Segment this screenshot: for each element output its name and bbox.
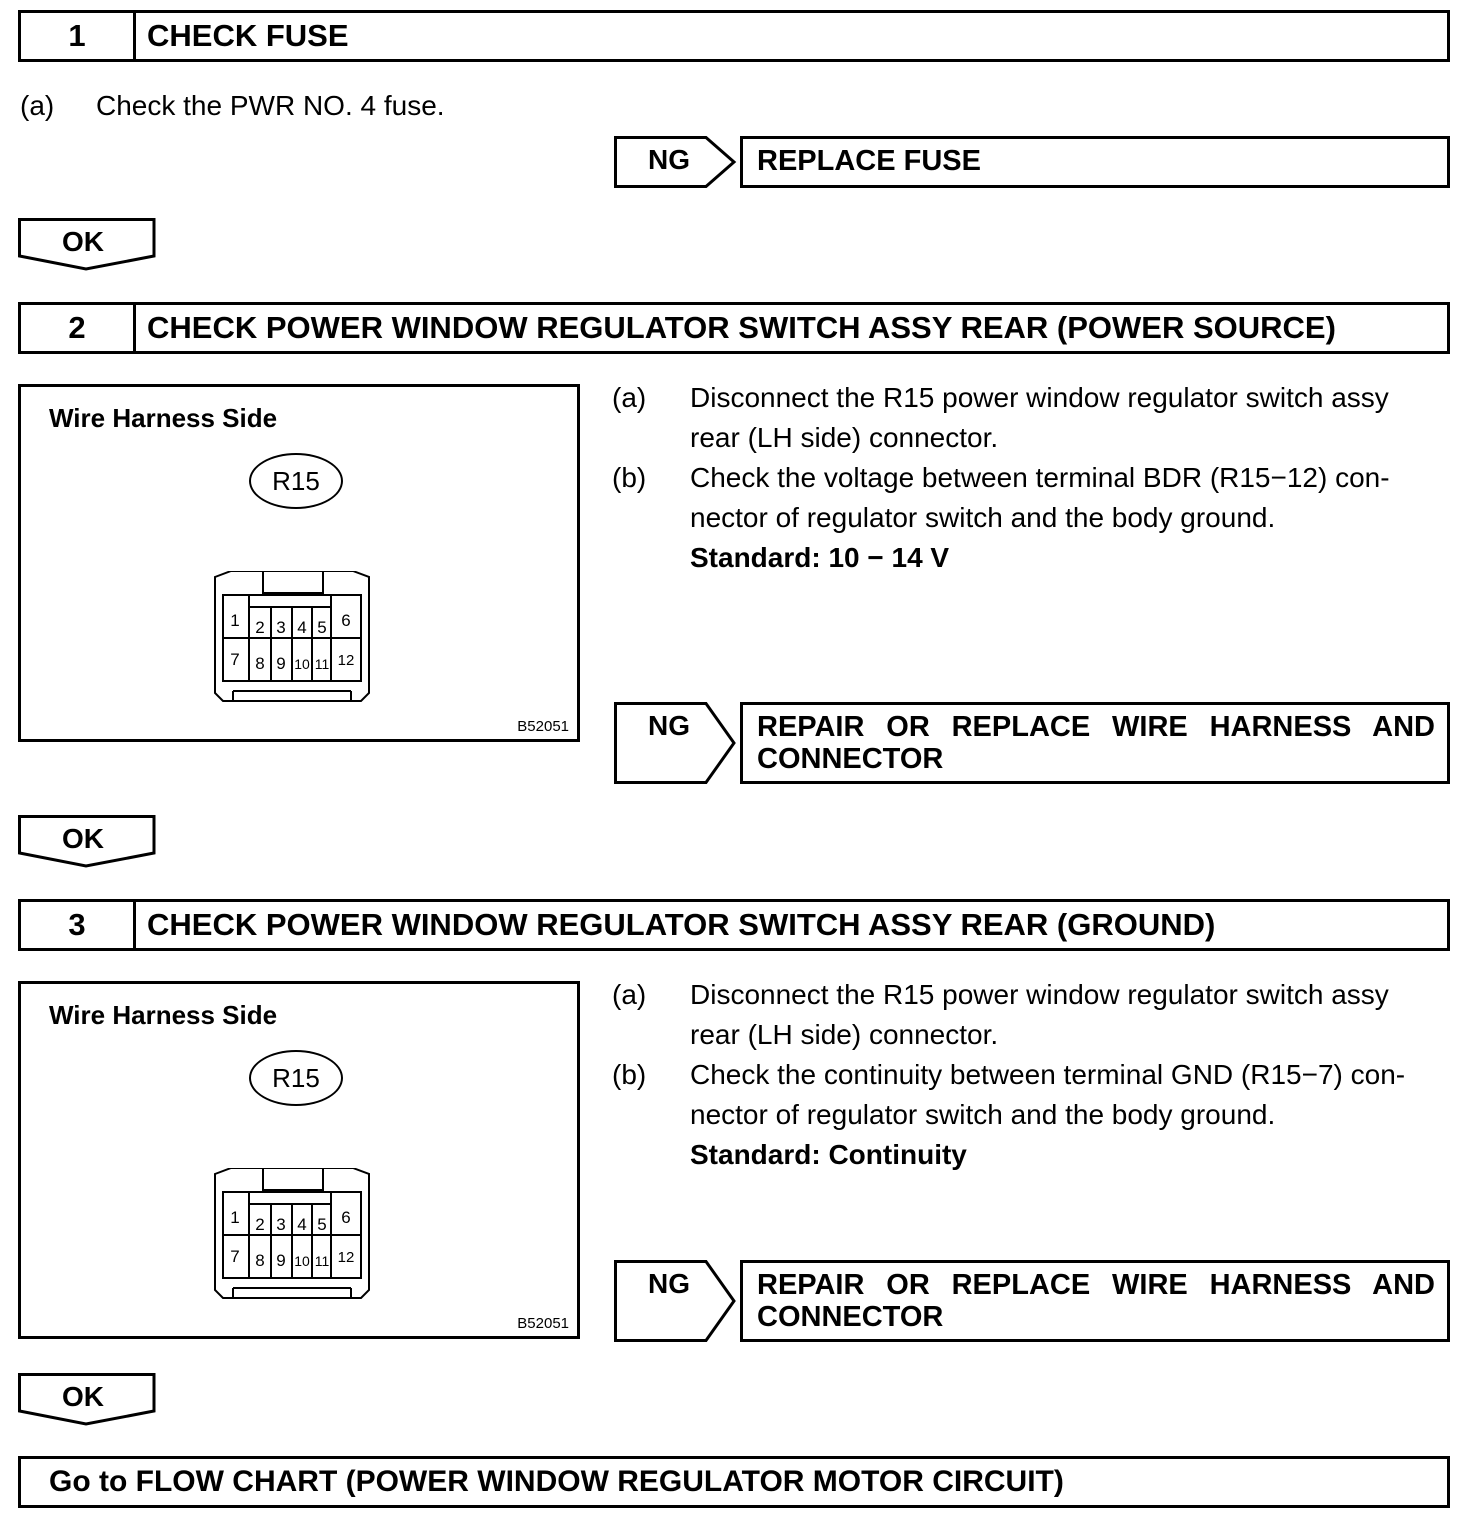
- ok-arrow: [18, 815, 156, 869]
- step-3-item-b-marker: (b): [612, 1059, 647, 1090]
- pin-8: 8: [255, 1251, 265, 1270]
- step-1-item-a-text: Check the PWR NO. 4 fuse.: [96, 90, 445, 121]
- pin-6: 6: [341, 611, 351, 630]
- pin-12: 12: [337, 652, 355, 669]
- pin-3: 3: [276, 1215, 286, 1234]
- ng-arrow: [614, 1260, 738, 1342]
- ok-arrow: [18, 218, 156, 272]
- ng-result-box: [740, 702, 1450, 784]
- step-title: CHECK FUSE: [147, 18, 349, 53]
- ng-result-box: [740, 136, 1450, 188]
- pin-4: 4: [297, 1215, 307, 1234]
- ng-label: NG: [648, 144, 690, 175]
- step-3-item-a-marker: (a): [612, 979, 647, 1010]
- figure-title: Wire Harness Side: [49, 403, 278, 433]
- ng-arrow: [614, 136, 738, 188]
- step-3-header: [18, 899, 1450, 951]
- step-3-item-a-line2: rear (LH side) connector.: [690, 1019, 999, 1050]
- step-2-item-b-line1: Check the voltage between terminal BDR (R15−12) con-: [690, 462, 1390, 493]
- step-2-header: [18, 302, 1450, 354]
- step-number: 2: [21, 305, 136, 351]
- step-3-item-a-line1: Disconnect the R15 power window regulator switch assy: [690, 979, 1389, 1010]
- step-title: CHECK POWER WINDOW REGULATOR SWITCH ASSY REAR (GROUND): [147, 907, 1216, 942]
- pin-11: 11: [314, 656, 330, 672]
- pin-5: 5: [317, 618, 327, 637]
- figure-id: B52051: [517, 718, 569, 735]
- step-2-item-a-line1: Disconnect the R15 power window regulator switch assy: [690, 382, 1389, 413]
- ok-label: OK: [62, 823, 104, 854]
- figure-id: B52051: [517, 1315, 569, 1332]
- step-number: 1: [21, 13, 136, 59]
- pin-7: 7: [230, 650, 240, 669]
- ng-result-line1: REPAIR OR REPLACE WIRE HARNESS AND: [757, 1269, 1435, 1301]
- step-2-figure: [18, 384, 580, 742]
- connector-label: R15: [249, 1050, 343, 1106]
- ok-label: OK: [62, 226, 104, 257]
- pin-7: 7: [230, 1247, 240, 1266]
- ng-label: NG: [648, 710, 690, 741]
- pin-5: 5: [317, 1215, 327, 1234]
- step-1-item-a-marker: (a): [20, 90, 55, 121]
- ng-result-line1: REPAIR OR REPLACE WIRE HARNESS AND: [757, 711, 1435, 743]
- connector-label: R15: [249, 453, 343, 509]
- pin-1: 1: [230, 1208, 240, 1227]
- step-3-item-b-line2: nector of regulator switch and the body ground.: [690, 1099, 1276, 1130]
- step-2-standard: Standard: 10 − 14 V: [690, 542, 950, 573]
- pin-2: 2: [255, 1215, 265, 1234]
- ng-result-line2: CONNECTOR: [757, 1301, 944, 1333]
- final-action-box: [18, 1456, 1450, 1508]
- pin-10: 10: [294, 656, 310, 672]
- pin-4: 4: [297, 618, 307, 637]
- ng-label: NG: [648, 1268, 690, 1299]
- step-2-item-b-line2: nector of regulator switch and the body ground.: [690, 502, 1276, 533]
- pin-11: 11: [314, 1253, 330, 1269]
- step-2-item-a-marker: (a): [612, 382, 647, 413]
- ng-result-text: REPLACE FUSE: [757, 145, 981, 177]
- ng-arrow: [614, 702, 738, 784]
- ng-result-box: [740, 1260, 1450, 1342]
- final-action-text: Go to FLOW CHART (POWER WINDOW REGULATOR MOTOR CIRCUIT): [49, 1465, 1064, 1498]
- step-3-figure: [18, 981, 580, 1339]
- pin-2: 2: [255, 618, 265, 637]
- pin-3: 3: [276, 618, 286, 637]
- pin-9: 9: [276, 1251, 286, 1270]
- step-1-header: [18, 10, 1450, 62]
- pin-10: 10: [294, 1253, 310, 1269]
- connector-face-diagram: [211, 1168, 373, 1302]
- step-number: 3: [21, 902, 136, 948]
- ng-result-line2: CONNECTOR: [757, 743, 944, 775]
- step-3-item-b-line1: Check the continuity between terminal GND (R15−7) con-: [690, 1059, 1406, 1090]
- pin-9: 9: [276, 654, 286, 673]
- step-3-standard: Standard: Continuity: [690, 1139, 967, 1170]
- step-2-item-a-line2: rear (LH side) connector.: [690, 422, 999, 453]
- connector-face-diagram: [211, 571, 373, 705]
- figure-title: Wire Harness Side: [49, 1000, 278, 1030]
- pin-8: 8: [255, 654, 265, 673]
- pin-1: 1: [230, 611, 240, 630]
- step-title: CHECK POWER WINDOW REGULATOR SWITCH ASSY REAR (POWER SOURCE): [147, 310, 1336, 345]
- ok-label: OK: [62, 1381, 104, 1412]
- ok-arrow: [18, 1373, 156, 1427]
- pin-12: 12: [337, 1249, 355, 1266]
- pin-6: 6: [341, 1208, 351, 1227]
- step-2-item-b-marker: (b): [612, 462, 647, 493]
